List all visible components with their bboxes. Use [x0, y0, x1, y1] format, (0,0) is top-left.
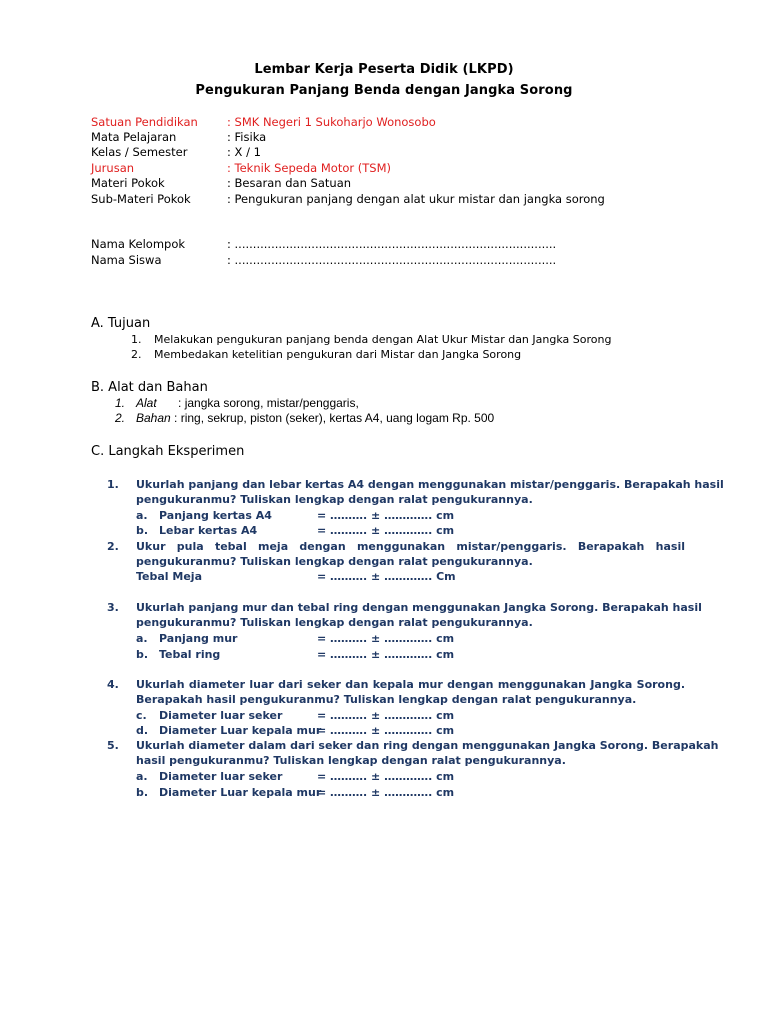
answer-field[interactable]: = ………. ± …………. cm — [317, 632, 455, 645]
step-text-line: Berapakah hasil pengukuranmu? Tuliskan lengkap dengan ralat pengukurannya. — [136, 693, 637, 706]
step-number: 1. — [107, 478, 119, 491]
document-title: Lembar Kerja Peserta Didik (LKPD) — [254, 62, 514, 77]
info-value: : Fisika — [227, 130, 267, 144]
sub-label: Panjang mur — [159, 632, 238, 645]
answer-field[interactable]: = ………. ± …………. cm — [317, 770, 455, 783]
sub-label: Diameter luar seker — [159, 770, 283, 783]
answer-field[interactable]: = ………. ± …………. cm — [317, 709, 455, 722]
item-text: : jangka sorong, mistar/penggaris, — [174, 396, 359, 410]
sub-letter: b. — [136, 524, 149, 537]
item-label: Bahan — [136, 411, 171, 425]
section-a-heading: A. Tujuan — [91, 316, 151, 331]
sub-label: Diameter Luar kepala mur — [159, 724, 322, 737]
sub-letter: a. — [136, 632, 148, 645]
answer-field[interactable]: = ………. ± …………. cm — [317, 648, 455, 661]
section-c-heading: C. Langkah Eksperimen — [91, 444, 245, 459]
step-text-line: Ukur pula tebal meja dengan menggunakan mistar/penggaris. Berapakah hasil — [136, 540, 685, 553]
section-b-heading: B. Alat dan Bahan — [91, 380, 208, 395]
answer-field[interactable]: = ………. ± …………. cm — [317, 524, 455, 537]
list-item: Membedakan ketelitian pengukuran dari Mistar dan Jangka Sorong — [154, 348, 522, 361]
list-item — [136, 396, 359, 410]
info-label: Jurusan — [91, 161, 135, 175]
sub-label: Diameter Luar kepala mur — [159, 786, 322, 799]
sub-label: Lebar kertas A4 — [159, 524, 258, 537]
info-value: : Pengukuran panjang dengan alat ukur mistar dan jangka sorong — [227, 192, 605, 206]
student-name-label: Nama Siswa — [91, 253, 162, 267]
sub-letter: c. — [136, 709, 147, 722]
step-number: 3. — [107, 601, 119, 614]
answer-field[interactable]: = ………. ± …………. Cm — [317, 570, 456, 583]
sub-label: Panjang kertas A4 — [159, 509, 272, 522]
item-text: : ring, sekrup, piston (seker), kertas A4, uang logam Rp. 500 — [170, 411, 495, 425]
student-name-field[interactable]: : ........................................................................................ — [227, 253, 557, 267]
info-value: : X / 1 — [227, 145, 261, 159]
step-number: 2. — [107, 540, 119, 553]
answer-field[interactable]: = ………. ± …………. cm — [317, 509, 455, 522]
sub-letter: d. — [136, 724, 149, 737]
step-text-line: Ukurlah diameter luar dari seker dan kepala mur dengan menggunakan Jangka Sorong. — [136, 678, 685, 691]
list-number: 1. — [131, 333, 142, 346]
answer-field[interactable]: = ………. ± …………. cm — [317, 724, 455, 737]
sub-letter: a. — [136, 770, 148, 783]
step-text-line: Ukurlah panjang mur dan tebal ring dengan menggunakan Jangka Sorong. Berapakah hasil — [136, 601, 702, 614]
info-label: Kelas / Semester — [91, 145, 188, 159]
step-text-line: Ukurlah diameter dalam dari seker dan ring dengan menggunakan Jangka Sorong. Berapakah — [136, 739, 719, 752]
info-value: : Besaran dan Satuan — [227, 176, 352, 190]
step-text-line: pengukuranmu? Tuliskan lengkap dengan ralat pengukurannya. — [136, 555, 533, 568]
step-text-line: pengukuranmu? Tuliskan lengkap dengan ralat pengukurannya. — [136, 493, 533, 506]
list-number: 2. — [131, 348, 142, 361]
step-text-line: Ukurlah panjang dan lebar kertas A4 dengan menggunakan mistar/penggaris. Berapakah hasil — [136, 478, 724, 491]
info-label: Satuan Pendidikan — [91, 115, 198, 129]
step-number: 4. — [107, 678, 119, 691]
sub-label: Diameter luar seker — [159, 709, 283, 722]
list-number: 2. — [115, 411, 126, 425]
step-number: 5. — [107, 739, 119, 752]
item-label: Alat — [136, 396, 157, 410]
group-name-field[interactable]: : ........................................................................................ — [227, 237, 557, 251]
document-subtitle: Pengukuran Panjang Benda dengan Jangka Sorong — [195, 83, 573, 98]
info-value: : SMK Negeri 1 Sukoharjo Wonosobo — [227, 115, 436, 129]
info-value: : Teknik Sepeda Motor (TSM) — [227, 161, 391, 175]
sub-letter: b. — [136, 648, 149, 661]
answer-field[interactable]: = ………. ± …………. cm — [317, 786, 455, 799]
group-name-label: Nama Kelompok — [91, 237, 186, 251]
sub-label: Tebal Meja — [136, 570, 202, 583]
sub-letter: a. — [136, 509, 148, 522]
info-label: Mata Pelajaran — [91, 130, 177, 144]
step-text-line: hasil pengukuranmu? Tuliskan lengkap dengan ralat pengukurannya. — [136, 754, 566, 767]
list-item — [136, 411, 494, 425]
list-item: Melakukan pengukuran panjang benda dengan Alat Ukur Mistar dan Jangka Sorong — [154, 333, 612, 346]
list-number: 1. — [115, 396, 126, 410]
sub-letter: b. — [136, 786, 149, 799]
info-label: Sub-Materi Pokok — [91, 192, 191, 206]
sub-label: Tebal ring — [159, 648, 221, 661]
step-text-line: pengukuranmu? Tuliskan lengkap dengan ralat pengukurannya. — [136, 616, 533, 629]
info-label: Materi Pokok — [91, 176, 165, 190]
